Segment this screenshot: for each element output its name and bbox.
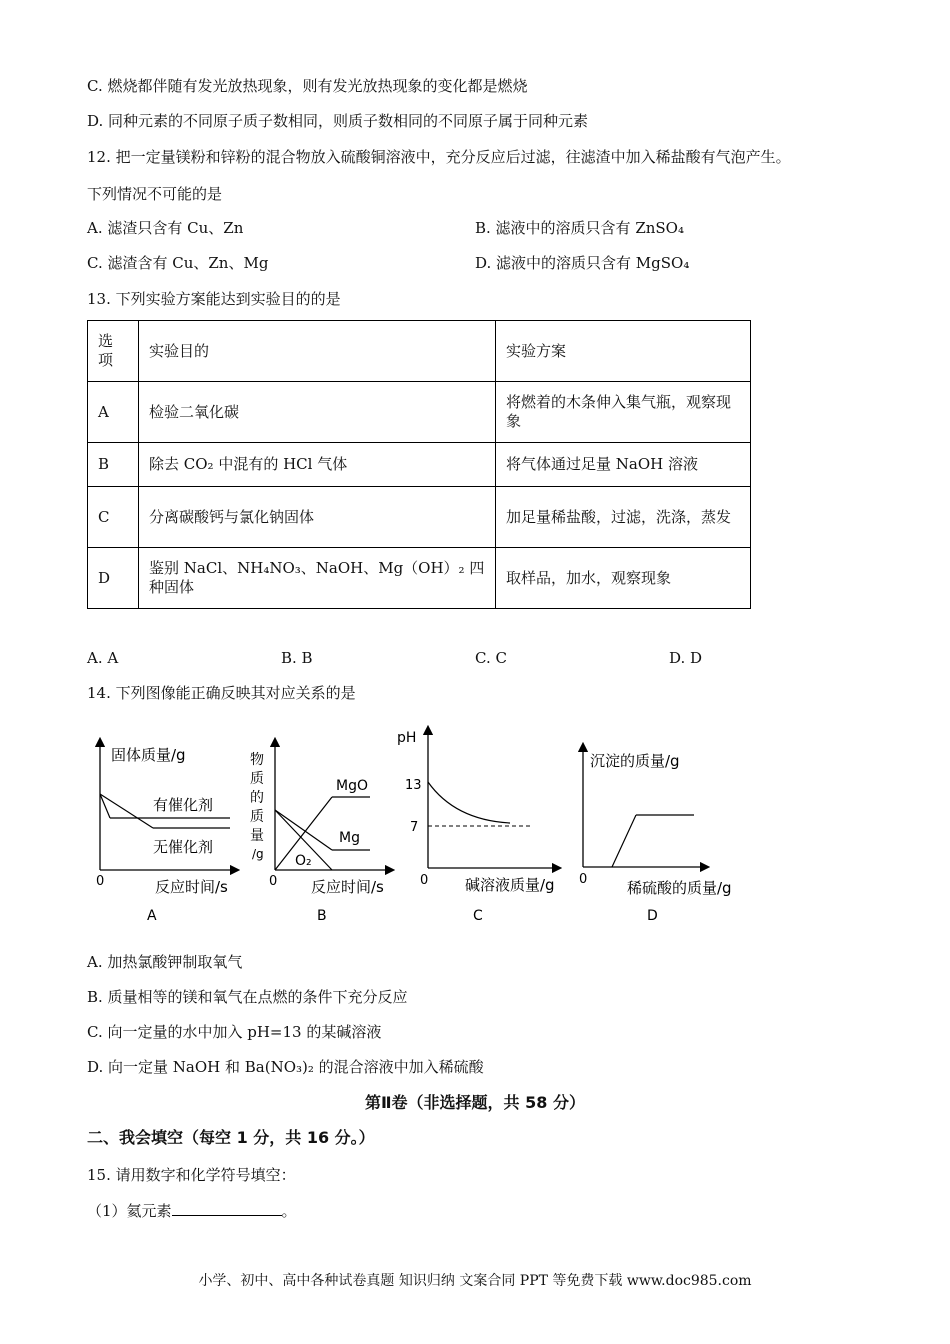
row-option: C — [88, 487, 139, 548]
question-15-1 — [87, 1200, 297, 1221]
y-axis-label-3: 的 — [250, 790, 264, 806]
label-mg: Mg — [339, 830, 360, 846]
row-purpose: 检验二氧化碳 — [139, 382, 496, 443]
x-axis-label: 稀硫酸的质量/g — [627, 879, 732, 897]
q14-option-a: A. 加热氯酸钾制取氧气 — [87, 953, 243, 971]
option-c-prev: C. 燃烧都伴随有发光放热现象，则有发光放热现象的变化都是燃烧 — [87, 77, 528, 95]
option-d-prev: D. 同种元素的不同原子质子数相同，则质子数相同的不同原子属于同种元素 — [87, 112, 589, 130]
tick-13: 13 — [405, 778, 422, 793]
header-plan: 实验方案 — [496, 321, 751, 382]
row-option: D — [88, 548, 139, 609]
label-o2: O₂ — [295, 853, 312, 869]
question-14: 14. 下列图像能正确反映其对应关系的是 — [87, 684, 356, 702]
question-12: 12. 把一定量镁粉和锌粉的混合物放入硫酸铜溶液中，充分反应后过滤，往滤渣中加入稀盐酸有气泡产生。 — [87, 148, 791, 166]
row-plan: 将燃着的木条伸入集气瓶，观察现象 — [496, 382, 751, 443]
q13-answer-b: B. B — [281, 649, 313, 667]
section-two-title: 二、我会填空（每空 1 分，共 16 分。） — [87, 1128, 375, 1147]
row-purpose: 分离碳酸钙与氯化钠固体 — [139, 487, 496, 548]
y-axis-label: pH — [397, 730, 417, 746]
header-option: 选 项 — [88, 321, 139, 382]
y-axis-label-5: 量 — [250, 828, 264, 844]
q14-option-d: D. 向一定量 NaOH 和 Ba(NO₃)₂ 的混合溶液中加入稀硫酸 — [87, 1058, 484, 1076]
y-axis-label-2: 质 — [250, 771, 264, 787]
page-footer: 小学、初中、高中各种试卷真题 知识归纳 文案合同 PPT 等免费下载 www.doc985.com — [198, 1273, 752, 1289]
curve-without-catalyst-drop — [100, 794, 153, 828]
q15-1-end: 。 — [281, 1202, 297, 1220]
label-with-catalyst: 有催化剂 — [153, 796, 214, 814]
graph-letter: D — [647, 908, 658, 924]
y-axis-label-1: 物 — [250, 752, 264, 768]
table-row — [88, 382, 751, 443]
experiment-table — [87, 320, 751, 609]
row-option: A — [88, 382, 139, 443]
row-purpose: 除去 CO₂ 中混有的 HCl 气体 — [139, 443, 496, 487]
graph-letter: C — [473, 908, 483, 924]
precipitate-rise — [612, 815, 636, 867]
q15-1-label: （1）氦元素 — [87, 1202, 172, 1220]
graph-b — [245, 732, 395, 927]
q12-option-c: C. 滤渣含有 Cu、Zn、Mg — [87, 254, 269, 272]
q13-answer-c: C. C — [475, 649, 507, 667]
q14-option-c: C. 向一定量的水中加入 pH=13 的某碱溶液 — [87, 1023, 382, 1041]
question-12-sub: 下列情况不可能的是 — [87, 185, 223, 203]
origin-label: 0 — [579, 872, 588, 887]
q12-option-a: A. 滤渣只含有 Cu、Zn — [87, 219, 244, 237]
label-without-catalyst: 无催化剂 — [153, 838, 214, 856]
origin-label: 0 — [96, 874, 105, 889]
q13-answer-d: D. D — [669, 649, 703, 667]
q12-option-b: B. 滤液中的溶质只含有 ZnSO₄ — [475, 219, 684, 237]
graph-letter: B — [317, 908, 327, 924]
origin-label: 0 — [269, 874, 278, 889]
row-option: B — [88, 443, 139, 487]
q13-answer-a: A. A — [87, 649, 119, 667]
table-row — [88, 548, 751, 609]
table-row — [88, 487, 751, 548]
row-plan: 将气体通过足量 NaOH 溶液 — [496, 443, 751, 487]
y-axis-label: 固体质量/g — [111, 746, 186, 764]
graph-a — [85, 732, 245, 927]
x-axis-label: 碱溶液质量/g — [465, 876, 555, 894]
table-row — [88, 443, 751, 487]
y-axis-label-4: 质 — [250, 809, 264, 825]
answer-blank[interactable] — [172, 1200, 282, 1216]
row-purpose: 鉴别 NaCl、NH₄NO₃、NaOH、Mg（OH）₂ 四种固体 — [139, 548, 496, 609]
label-mgo: MgO — [336, 778, 368, 794]
y-axis-label-6: /g — [252, 847, 264, 861]
ph-curve — [428, 782, 510, 823]
q14-option-b: B. 质量相等的镁和氧气在点燃的条件下充分反应 — [87, 988, 408, 1006]
row-plan: 取样品，加水，观察现象 — [496, 548, 751, 609]
x-axis-label: 反应时间/s — [311, 878, 384, 896]
row-plan: 加足量稀盐酸，过滤，洗涤，蒸发 — [496, 487, 751, 548]
q12-option-d: D. 滤液中的溶质只含有 MgSO₄ — [475, 254, 690, 272]
graph-d — [570, 735, 750, 927]
table-header-row — [88, 321, 751, 382]
graph-c — [395, 722, 565, 927]
header-purpose: 实验目的 — [139, 321, 496, 382]
x-axis-label: 反应时间/s — [155, 878, 228, 896]
curve-mg-fall — [275, 810, 332, 850]
question-15: 15. 请用数字和化学符号填空： — [87, 1166, 296, 1184]
origin-label: 0 — [420, 873, 429, 888]
question-13: 13. 下列实验方案能达到实验目的的是 — [87, 290, 341, 308]
y-axis-label: 沉淀的质量/g — [590, 752, 680, 770]
graph-letter: A — [147, 908, 157, 924]
volume-two-title: 第Ⅱ卷（非选择题，共 58 分） — [365, 1093, 585, 1112]
tick-7: 7 — [410, 820, 419, 835]
